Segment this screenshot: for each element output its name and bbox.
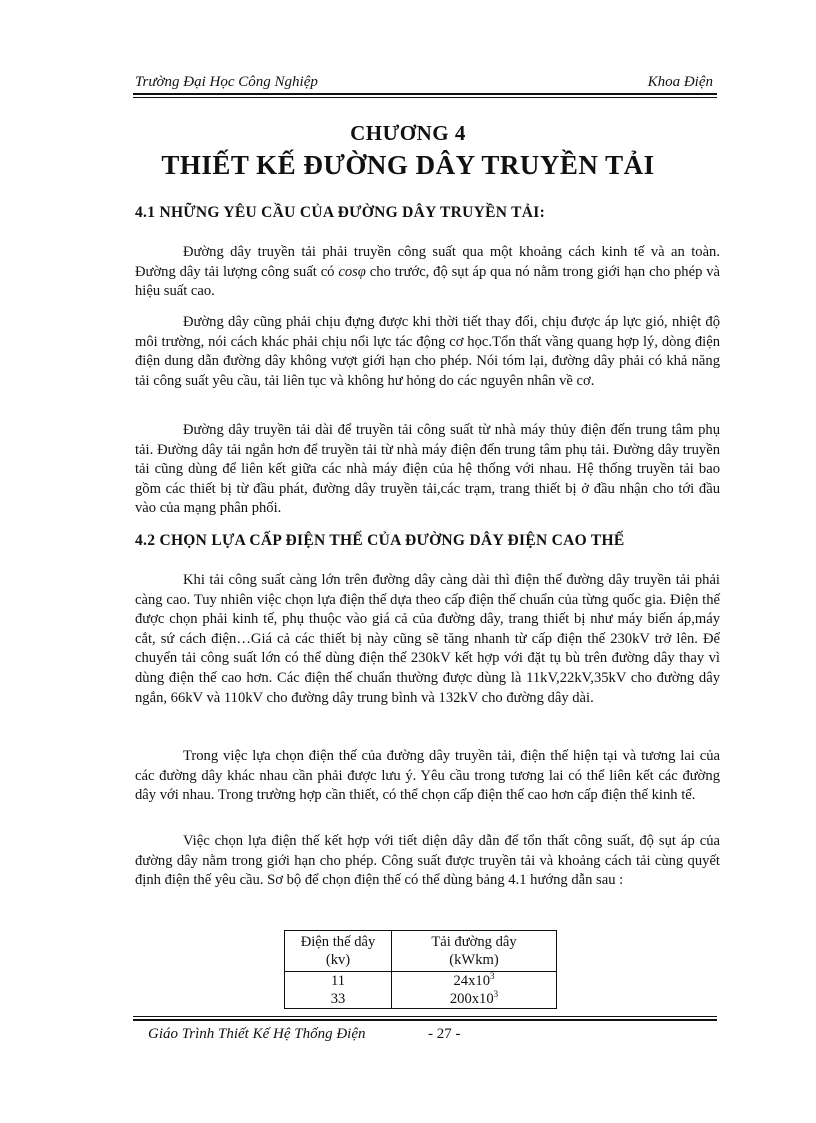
footer-rule bbox=[133, 1019, 717, 1021]
voltage-cell: 11 bbox=[285, 972, 392, 991]
footer-book-title: Giáo Trình Thiết Kế Hệ Thống Điện bbox=[148, 1026, 366, 1042]
load-cell bbox=[392, 990, 557, 1009]
load-exponent: 3 bbox=[493, 989, 499, 999]
header-line: Tải đường dây bbox=[431, 934, 517, 950]
load-value: 24x10 bbox=[453, 973, 490, 989]
header-rule-thin bbox=[133, 97, 717, 98]
table-row bbox=[285, 972, 557, 991]
running-header bbox=[135, 70, 715, 94]
section-4-2-paragraph-3: Việc chọn lựa điện thế kết hợp với tiết diện dây dẫn để tổn thất công suất, độ sụt áp của đường dây nằm trong giới hạn cho phép. Công suất được truyền tải và khoảng cách tải cùng quyết định điện thế yêu cầu. Sơ bộ để chọn điện thế có thể dùng bảng 4.1 hướng dẫn sau : bbox=[135, 833, 720, 889]
page-number: - 27 - bbox=[428, 1026, 461, 1042]
footer-rule-thin bbox=[133, 1016, 717, 1017]
header-line: (kv) bbox=[325, 952, 351, 968]
section-4-1-paragraph-3: Đường dây truyền tải dài để truyền tải công suất từ nhà máy thủy điện đến trung tâm phụ tải. Đường dây tải ngắn hơn để truyền tải từ nhà máy điện đến trung tâm phụ tải. Đường dây truyền tải cũng dùng để liên kết giữa các nhà máy điện của hệ thống với nhau. Hệ thống truyền tải bao gồm các thiết bị từ đầu phát, đường dây truyền tải,các trạm, trang thiết bị ở đầu nhận cho tới đầu vào của mạng phân phối. bbox=[135, 422, 720, 517]
header-rule bbox=[133, 93, 717, 95]
table-row bbox=[285, 990, 557, 1009]
column-header-voltage bbox=[285, 931, 392, 972]
header-faculty: Khoa Điện bbox=[647, 74, 713, 90]
load-cell bbox=[392, 972, 557, 991]
chapter-title: THIẾT KẾ ĐƯỜNG DÂY TRUYỀN TẢI bbox=[161, 150, 655, 180]
section-4-2-heading: 4.2 CHỌN LỰA CẤP ĐIỆN THẾ CỦA ĐƯỜNG DÂY ĐIỆN CAO THẾ bbox=[135, 532, 625, 549]
running-footer bbox=[148, 1026, 708, 1048]
cos-phi-symbol: cosφ bbox=[338, 263, 366, 280]
paragraph-text: Đường dây truyền tải phải truyền công suất qua một khoảng cách kinh tế và an toàn. Đường dây tải lượng công suất có bbox=[135, 244, 720, 280]
section-4-1-paragraph-2: Đường dây cũng phải chịu đựng được khi thời tiết thay đổi, chịu được áp lực gió, nhiệt độ môi trường, nói cách khác phải chịu nổi lực tác động cơ học.Tổn thất vầng quang hợp lý, dòng điện điện dung dẫn đường dây không vượt giới hạn cho phép. Nói tóm lại, đường dây phải có khả năng tải công suất yêu cầu, tải liên tục và không hư hỏng do các nguyên nhân về cơ. bbox=[135, 314, 720, 389]
load-exponent: 3 bbox=[489, 971, 495, 981]
column-header-load bbox=[392, 931, 557, 972]
header-line: (kWkm) bbox=[449, 952, 499, 968]
voltage-cell: 33 bbox=[285, 990, 392, 1009]
section-4-1-paragraph-1 bbox=[135, 243, 720, 302]
section-4-1-heading: 4.1 NHỮNG YÊU CẦU CỦA ĐƯỜNG DÂY TRUYỀN TẢI: bbox=[135, 204, 546, 221]
section-4-2-paragraph-1: Khi tải công suất càng lớn trên đường dây càng dài thì điện thế đường dây truyền tải phải càng cao. Tuy nhiên việc chọn lựa điện thế dựa theo cấp điện thế chuẩn của từng quốc gia. Điện thế được chọn phải kinh tế, phụ thuộc vào giá cả của đường dây, trang thiết bị như máy biến áp,máy cắt, sứ cách điện…Giá cả các thiết bị này cũng sẽ tăng nhanh từ cấp điện thế 230kV trở lên. Để chuyển tải công suất lớn có thể dùng điện thế 230kV kết hợp với đặt tụ bù trên đường dây thay vì dùng điện thế cao hơn. Các điện thế chuẩn thường được dùng là 11kV,22kV,35kV cho đường dây ngắn, 66kV và 110kV cho đường dây trung bình và 132kV cho đường dây dài. bbox=[135, 572, 720, 706]
table-header-row bbox=[285, 931, 557, 972]
section-4-2-paragraph-2: Trong việc lựa chọn điện thế của đường dây truyền tải, điện thế hiện tại và tương lai của các đường dây khác nhau cần phải được lưu ý. Yêu cầu trong tương lai có thể liên kết các đường dây với nhau. Trong trường hợp cần thiết, có thể chọn cấp điện thế cao hơn cấp điện thế kinh tế. bbox=[135, 748, 720, 804]
voltage-load-table bbox=[284, 930, 557, 1009]
load-value: 200x10 bbox=[449, 991, 494, 1007]
header-school: Trường Đại Học Công Nghiệp bbox=[135, 74, 318, 90]
paragraph-text: cho trước, độ sụt áp qua nó nằm trong giới hạn cho phép và hiệu suất cao. bbox=[135, 263, 720, 300]
chapter-number: CHƯƠNG 4 bbox=[350, 121, 466, 145]
header-line: Điện thế dây bbox=[300, 934, 376, 950]
